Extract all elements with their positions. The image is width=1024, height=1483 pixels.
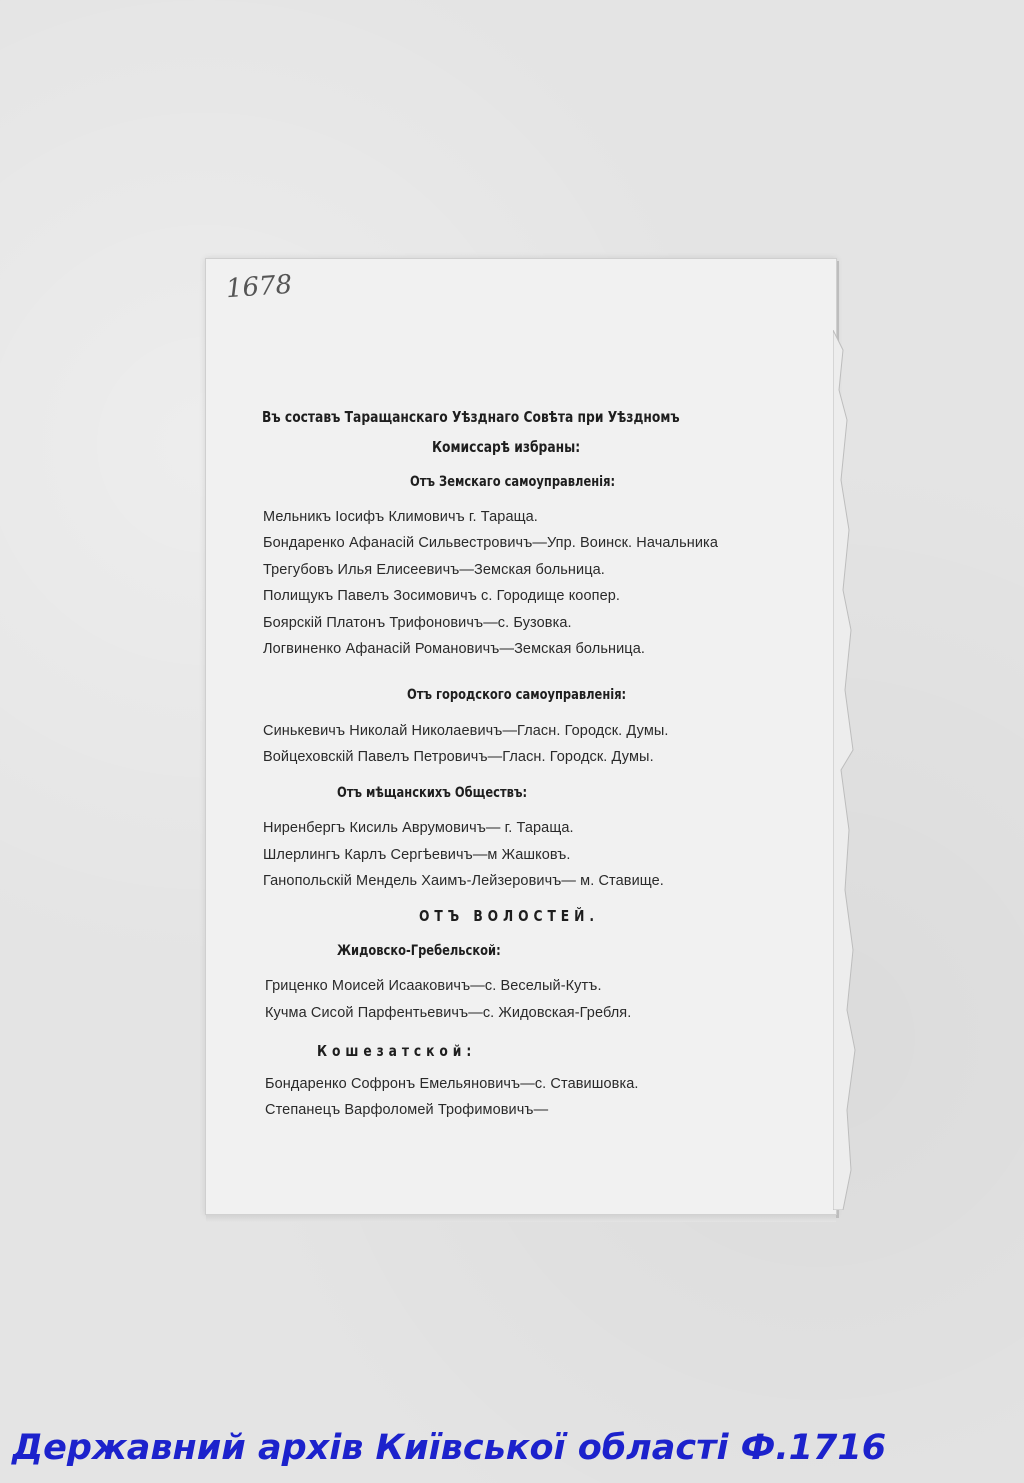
list-item: Шлерлингъ Карлъ Сергѣевичъ—м Жашковъ. (263, 847, 571, 863)
list-item: Полищукъ Павелъ Зосимовичъ с. Городище коопер. (263, 588, 621, 604)
archive-number: 1678 (225, 269, 294, 305)
section-heading-zhydovsko-grebelskoi: Жидовско-Гребельской: (337, 943, 501, 959)
archive-caption: Державний архів Київської області Ф.1716 (12, 1428, 887, 1468)
section-heading-zemstvo: Отъ Земскаго самоуправленія: (410, 474, 616, 490)
list-item: Трегубовъ Илья Елисеевичъ—Земская больница. (263, 562, 605, 578)
list-item: Бондаренко Софронъ Емельяновичъ—с. Ставишовка. (265, 1076, 639, 1092)
list-item: Боярскій Платонъ Трифоновичъ—с. Бузовка. (263, 615, 572, 631)
section-heading-meshchane: Отъ мѣщанскихъ Обществъ: (337, 785, 528, 801)
list-item: Ниренбергъ Кисиль Аврумовичъ— г. Тараща. (263, 820, 574, 836)
list-item: Кучма Сисой Парфентьевичъ—с. Жидовская-Гребля. (265, 1005, 632, 1021)
list-item: Войцеховскій Павелъ Петровичъ—Гласн. Городск. Думы. (263, 749, 654, 765)
list-item: Мельникъ Іосифъ Климовичъ г. Тараща. (263, 509, 538, 525)
list-item: Гриценко Моисей Исааковичъ—с. Веселый-Кутъ. (265, 978, 602, 994)
section-heading-volosts: ОТЪ ВОЛОСТЕЙ. (419, 907, 599, 925)
section-heading-koshezatskoi: Кошезатской: (317, 1042, 477, 1060)
list-item: Ганопольскій Мендель Хаимъ-Лейзеровичъ— м. Ставище. (263, 873, 664, 889)
list-item: Бондаренко Афанасій Сильвестровичъ—Упр. Воинск. Начальника (263, 535, 718, 551)
document-title-line-2: Комиссарѣ избраны: (432, 438, 581, 456)
document-title-line-1: Въ составъ Таращанскаго Уѣзднаго Совѣта при Уѣздномъ (262, 408, 680, 426)
torn-paper-edge (833, 330, 859, 1210)
list-item: Логвиненко Афанасій Романовичъ—Земская больница. (263, 641, 645, 657)
section-heading-city: Отъ городского самоуправленія: (407, 687, 627, 703)
list-item: Степанецъ Варфоломей Трофимовичъ— (265, 1102, 549, 1118)
list-item: Синькевичъ Николай Николаевичъ—Гласн. Городск. Думы. (263, 723, 669, 739)
